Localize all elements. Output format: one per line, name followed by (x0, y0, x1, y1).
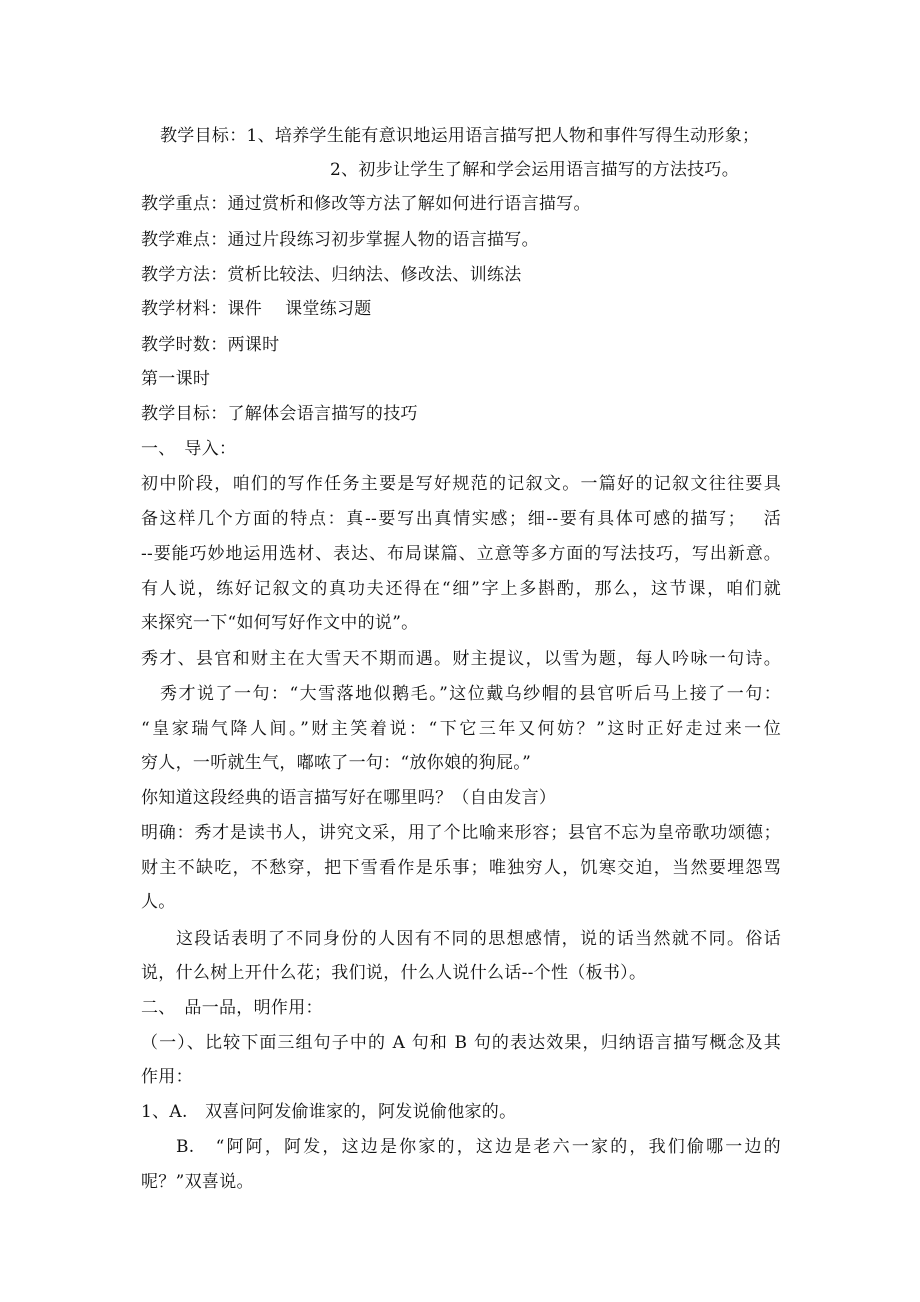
intro-paragraph-line-1: 初中阶段，咱们的写作任务主要是写好规范的记叙文。一篇好的记叙文往往要具 (141, 474, 781, 494)
comparison-instruction-line-2: 作用： (141, 1067, 193, 1087)
intro-paragraph-line-4: 有人说，练好记叙文的真功夫还得在“细”字上多斟酌，那么，这节课，咱们就 (141, 579, 781, 599)
teaching-focus-line: 教学重点：通过赏析和修改等方法了解如何进行语言描写。 (141, 194, 591, 214)
question-line: 你知道这段经典的语言描写好在哪里吗？（自由发言） (141, 788, 557, 808)
lesson-heading: 第一课时 (141, 369, 211, 389)
answer-line-2: 财主不缺吃，不愁穿，把下雪看作是乐事；唯独穷人，饥寒交迫，当然要埋怨骂 (141, 858, 781, 878)
teaching-hours-line: 教学时数：两课时 (141, 335, 280, 355)
story-line-2: 秀才说了一句：“大雪落地似鹅毛。”这位戴乌纱帽的县官听后马上接了一句： (160, 684, 781, 704)
lesson-goal-line: 教学目标：了解体会语言描写的技巧 (141, 404, 418, 424)
story-line-4: 穷人，一听就生气，嘟哝了一句：“放你娘的狗屁。” (141, 753, 532, 773)
teaching-goal-line-1: 教学目标：1、培养学生能有意识地运用语言描写把人物和事件写得生动形象； (160, 126, 760, 146)
comparison-instruction-line-1: （一）、比较下面三组句子中的 A 句和 B 句的表达效果，归纳语言描写概念及其 (141, 1033, 781, 1053)
teaching-difficulty-line: 教学难点：通过片段练习初步掌握人物的语言描写。 (141, 230, 539, 250)
teaching-method-line: 教学方法：赏析比较法、归纳法、修改法、训练法 (141, 265, 522, 285)
intro-paragraph-line-2: 备这样几个方面的特点：真--要写出真情实感；细--要有具体可感的描写； 活 (141, 509, 781, 529)
answer-line-1: 明确：秀才是读书人，讲究文采，用了个比喻来形容；县官不忘为皇帝歌功颂德； (141, 823, 781, 843)
example-1b-line-2: 呢？”双喜说。 (141, 1172, 254, 1192)
story-line-3: “皇家瑞气降人间。”财主笑着说：“下它三年又何妨？”这时正好走过来一位 (141, 719, 781, 739)
summary-line-1: 这段话表明了不同身份的人因有不同的思想感情，说的话当然就不同。俗话 (176, 929, 781, 949)
example-1b-line-1: B. “阿阿，阿发，这边是你家的，这边是老六一家的，我们偷哪一边的 (176, 1137, 781, 1157)
summary-line-2: 说，什么树上开什么花；我们说，什么人说什么话--个性（板书）。 (141, 963, 647, 983)
intro-paragraph-line-5: 来探究一下“如何写好作文中的说”。 (141, 613, 419, 633)
example-1a-line: 1、A. 双喜问阿发偷谁家的，阿发说偷他家的。 (141, 1102, 517, 1122)
intro-paragraph-line-3: --要能巧妙地运用选材、表达、布局谋篇、立意等多方面的写法技巧，写出新意。 (141, 544, 781, 564)
section-heading-appreciate: 二、 品一品，明作用： (141, 998, 323, 1018)
story-line-1: 秀才、县官和财主在大雪天不期而遇。财主提议，以雪为题，每人吟咏一句诗。 (141, 649, 781, 669)
teaching-material-line: 教学材料：课件 课堂练习题 (141, 299, 372, 319)
teaching-goal-line-2: 2、初步让学生了解和学会运用语言描写的方法技巧。 (330, 160, 740, 180)
section-heading-intro: 一、 导入： (141, 439, 237, 459)
answer-line-3: 人。 (141, 892, 176, 912)
